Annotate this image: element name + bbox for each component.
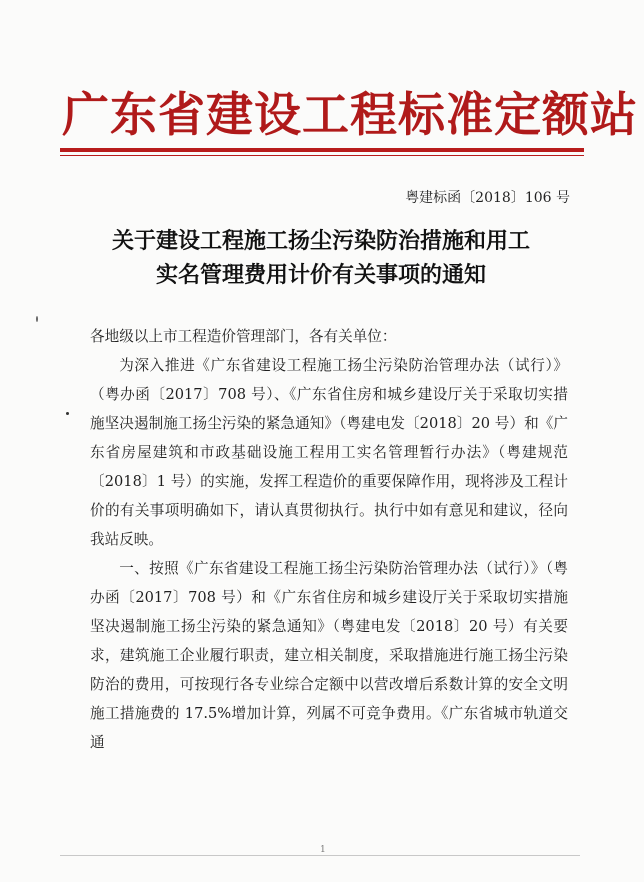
scan-speck xyxy=(66,412,69,415)
salutation: 各地级以上市工程造价管理部门，各有关单位： xyxy=(90,328,397,345)
masthead-org-name: 广东省建设工程标准定额站 xyxy=(62,88,638,143)
document-title-line-2: 实名管理费用计价有关事项的通知 xyxy=(155,262,486,288)
document-body xyxy=(90,322,568,757)
paragraph-item-1: 一、按照《广东省建设工程施工扬尘污染防治管理办法（试行）》（粤办函〔2017〕708 号）和《广东省住房和城乡建设厅关于采取切实措施坚决遏制施工扬尘污染的紧急通知》（粤建电发〔2018〕20 号）有关要求，建筑施工企业履行职责，建立相关制度，采取措施进行施工扬尘污染防治的费用，可按现行各专业综合定额中以营改增后系数计算的安全文明施工措施费的 17.5%增加计算，列属不可竞争费用。《广东省城市轨道交通 xyxy=(90,560,568,751)
document-title xyxy=(56,224,586,292)
masthead-red-rule xyxy=(60,148,584,152)
document-title-line-1: 关于建设工程施工扬尘污染防治措施和用工 xyxy=(111,228,530,254)
page-number: 1 xyxy=(320,845,326,855)
masthead-red-rule-thin xyxy=(60,155,584,156)
document-number: 粤建标函〔2018〕106 号 xyxy=(405,190,570,206)
paragraph-intro: 为深入推进《广东省建设工程施工扬尘污染防治管理办法（试行）》（粤办函〔2017〕708 号）、《广东省住房和城乡建设厅关于采取切实措施坚决遏制施工扬尘污染的紧急通知》（粤建电发〔2018〕20 号）和《广东省房屋建筑和市政基础设施工程用工实名管理暂行办法》（粤建规范〔2018〕1 号）的实施，发挥工程造价的重要保障作用，现将涉及工程计价的有关事项明确如下，请认真贯彻执行。执行中如有意见和建议，径向我站反映。 xyxy=(90,357,568,548)
footer-rule xyxy=(60,855,580,856)
scan-speck xyxy=(36,316,38,322)
